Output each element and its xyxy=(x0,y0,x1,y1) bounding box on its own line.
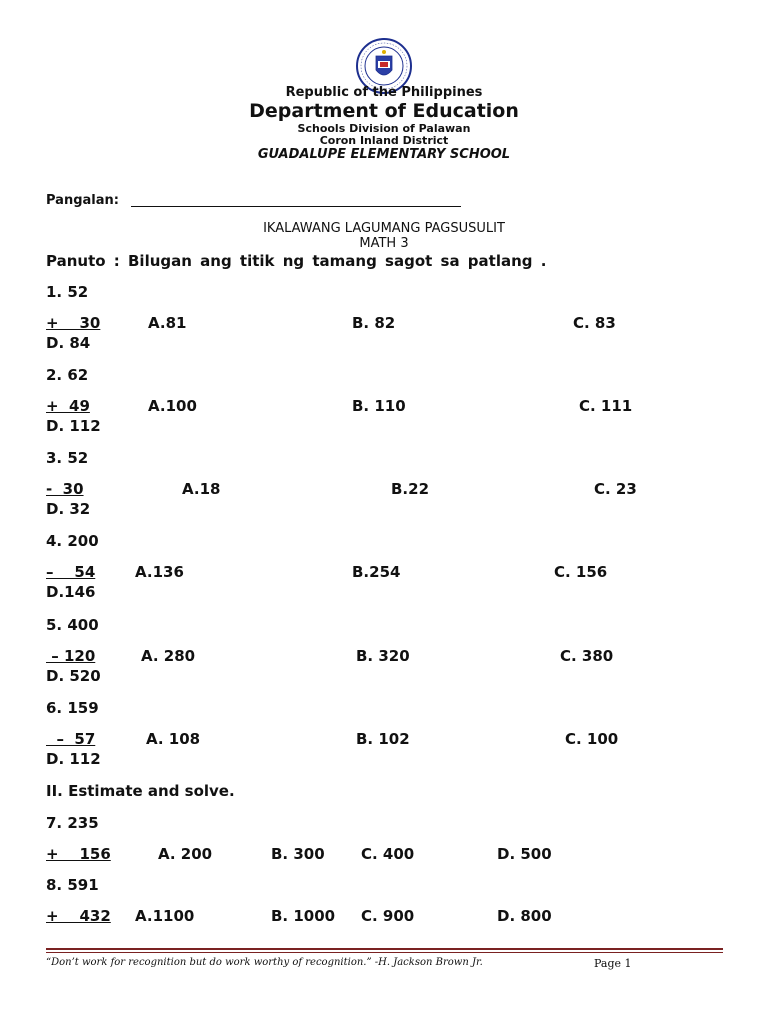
republic-line: Republic of the Philippines xyxy=(285,85,483,100)
question-5-choice-b[interactable]: B. 320 xyxy=(356,647,410,665)
question-7-choice-a[interactable]: A. 200 xyxy=(158,845,213,863)
question-3-number: 3. 52 xyxy=(46,449,89,467)
question-8-choice-a[interactable]: A.1100 xyxy=(135,907,195,925)
question-7-number: 7. 235 xyxy=(46,814,99,832)
question-3-operand: - 30 xyxy=(46,480,84,498)
question-8-choice-b[interactable]: B. 1000 xyxy=(271,907,336,925)
name-blank-line[interactable] xyxy=(131,206,461,207)
question-8-choice-d[interactable]: D. 800 xyxy=(497,907,552,925)
name-label: Pangalan: xyxy=(46,193,119,208)
question-5-choice-c[interactable]: C. 380 xyxy=(560,647,614,665)
question-7-choice-d[interactable]: D. 500 xyxy=(497,845,552,863)
question-7-choice-b[interactable]: B. 300 xyxy=(271,845,325,863)
footer-rule-thin xyxy=(46,952,723,953)
question-2-choice-a[interactable]: A.100 xyxy=(148,397,197,415)
question-3-choice-c[interactable]: C. 23 xyxy=(594,480,637,498)
question-6-choice-c[interactable]: C. 100 xyxy=(565,730,619,748)
subject-title: MATH 3 xyxy=(359,236,409,251)
section-2-title: II. Estimate and solve. xyxy=(46,782,235,800)
question-5-choice-a[interactable]: A. 280 xyxy=(141,647,196,665)
district-line: Coron Inland District xyxy=(319,134,449,147)
question-4-choice-a[interactable]: A.136 xyxy=(135,563,184,581)
question-4-operand: – 54 xyxy=(46,563,96,581)
question-1-operand: + 30 xyxy=(46,314,101,332)
question-8-choice-c[interactable]: C. 900 xyxy=(361,907,415,925)
question-6-choice-d[interactable]: D. 112 xyxy=(46,750,101,768)
question-1-choice-b[interactable]: B. 82 xyxy=(352,314,396,332)
question-7-operand: + 156 xyxy=(46,845,111,863)
question-5-number: 5. 400 xyxy=(46,616,99,634)
school-name: GUADALUPE ELEMENTARY SCHOOL xyxy=(257,147,511,162)
question-2-choice-b[interactable]: B. 110 xyxy=(352,397,406,415)
test-title: IKALAWANG LAGUMANG PAGSUSULIT xyxy=(263,221,505,236)
question-3-choice-d[interactable]: D. 32 xyxy=(46,500,91,518)
question-7-choice-c[interactable]: C. 400 xyxy=(361,845,415,863)
page-number: Page 1 xyxy=(594,957,632,970)
question-4-choice-d[interactable]: D.146 xyxy=(46,583,96,601)
footer-rule-thick xyxy=(46,948,723,950)
question-4-choice-b[interactable]: B.254 xyxy=(352,563,401,581)
question-1-number: 1. 52 xyxy=(46,283,89,301)
question-1-choice-d[interactable]: D. 84 xyxy=(46,334,91,352)
question-2-choice-d[interactable]: D. 112 xyxy=(46,417,101,435)
question-3-choice-a[interactable]: A.18 xyxy=(182,480,221,498)
question-8-operand: + 432 xyxy=(46,907,111,925)
footer-quote: “Don’t work for recognition but do work worthy of recognition.” -H. Jackson Brown Jr. xyxy=(46,957,483,968)
question-2-operand: + 49 xyxy=(46,397,90,415)
question-2-number: 2. 62 xyxy=(46,366,89,384)
question-5-choice-d[interactable]: D. 520 xyxy=(46,667,101,685)
question-3-choice-b[interactable]: B.22 xyxy=(391,480,430,498)
question-1-choice-c[interactable]: C. 83 xyxy=(573,314,616,332)
question-6-choice-a[interactable]: A. 108 xyxy=(146,730,201,748)
question-6-choice-b[interactable]: B. 102 xyxy=(356,730,410,748)
department-title: Department of Education xyxy=(249,100,519,122)
question-2-choice-c[interactable]: C. 111 xyxy=(579,397,633,415)
question-8-number: 8. 591 xyxy=(46,876,99,894)
question-6-operand: – 57 xyxy=(46,730,96,748)
question-1-choice-a[interactable]: A.81 xyxy=(148,314,187,332)
instructions: Panuto : Bilugan ang titik ng tamang sagot sa patlang . xyxy=(46,252,547,270)
question-6-number: 6. 159 xyxy=(46,699,99,717)
division-line: Schools Division of Palawan xyxy=(297,122,471,135)
question-4-number: 4. 200 xyxy=(46,532,99,550)
question-5-operand: – 120 xyxy=(46,647,96,665)
question-4-choice-c[interactable]: C. 156 xyxy=(554,563,608,581)
